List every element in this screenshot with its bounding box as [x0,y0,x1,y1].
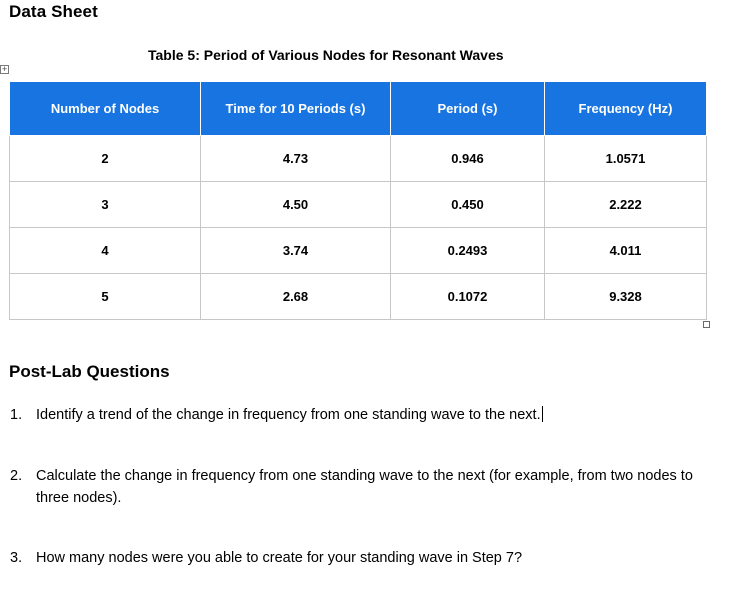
section-title: Post-Lab Questions [9,362,170,381]
table-row [10,136,707,182]
table-cell[interactable]: 0.1072 [391,274,545,320]
question-item[interactable] [10,465,700,509]
header-cell-period[interactable]: Period (s) [391,82,545,136]
question-number: 1. [10,407,23,423]
table-cell[interactable]: 9.328 [545,274,707,320]
table-cell[interactable]: 0.2493 [391,228,545,274]
table-row [10,274,707,320]
table-cell[interactable]: 2.222 [545,182,707,228]
question-number: 3. [10,550,23,566]
text-cursor [542,406,543,422]
question-text: Calculate the change in frequency from one standing wave to the next (for example, from two nodes to three nodes). [36,468,693,506]
data-table [9,81,707,320]
table-caption: Table 5: Period of Various Nodes for Resonant Waves [148,47,504,63]
resize-handle-icon[interactable] [703,321,710,328]
header-cell-frequency[interactable]: Frequency (Hz) [545,82,707,136]
page-heading: Data Sheet [9,2,98,21]
question-text: How many nodes were you able to create for your standing wave in Step 7? [36,550,523,566]
table-cell[interactable]: 4.50 [201,182,391,228]
header-cell-time[interactable] [201,82,391,136]
table-cell[interactable]: 0.946 [391,136,545,182]
header-cell-time-label: Time for 10 Periods (s) [225,101,366,116]
table-cell[interactable]: 0.450 [391,182,545,228]
question-item[interactable] [10,547,522,569]
table-cell[interactable]: 3 [10,182,201,228]
question-number: 2. [10,468,23,484]
table-cell[interactable]: 4 [10,228,201,274]
table-cell[interactable]: 2 [10,136,201,182]
table-cell[interactable]: 5 [10,274,201,320]
header-cell-nodes[interactable]: Number of Nodes [10,82,201,136]
question-text: Identify a trend of the change in frequency from one standing wave to the next. [36,407,541,423]
move-icon[interactable]: + [1,64,8,74]
table-cell[interactable]: 1.0571 [545,136,707,182]
table-cell[interactable]: 3.74 [201,228,391,274]
table-cell[interactable]: 4.011 [545,228,707,274]
table-row [10,182,707,228]
question-item[interactable] [10,404,543,426]
table-cell[interactable]: 4.73 [201,136,391,182]
table-cell[interactable]: 2.68 [201,274,391,320]
table-row [10,228,707,274]
table-header-row [10,82,707,136]
